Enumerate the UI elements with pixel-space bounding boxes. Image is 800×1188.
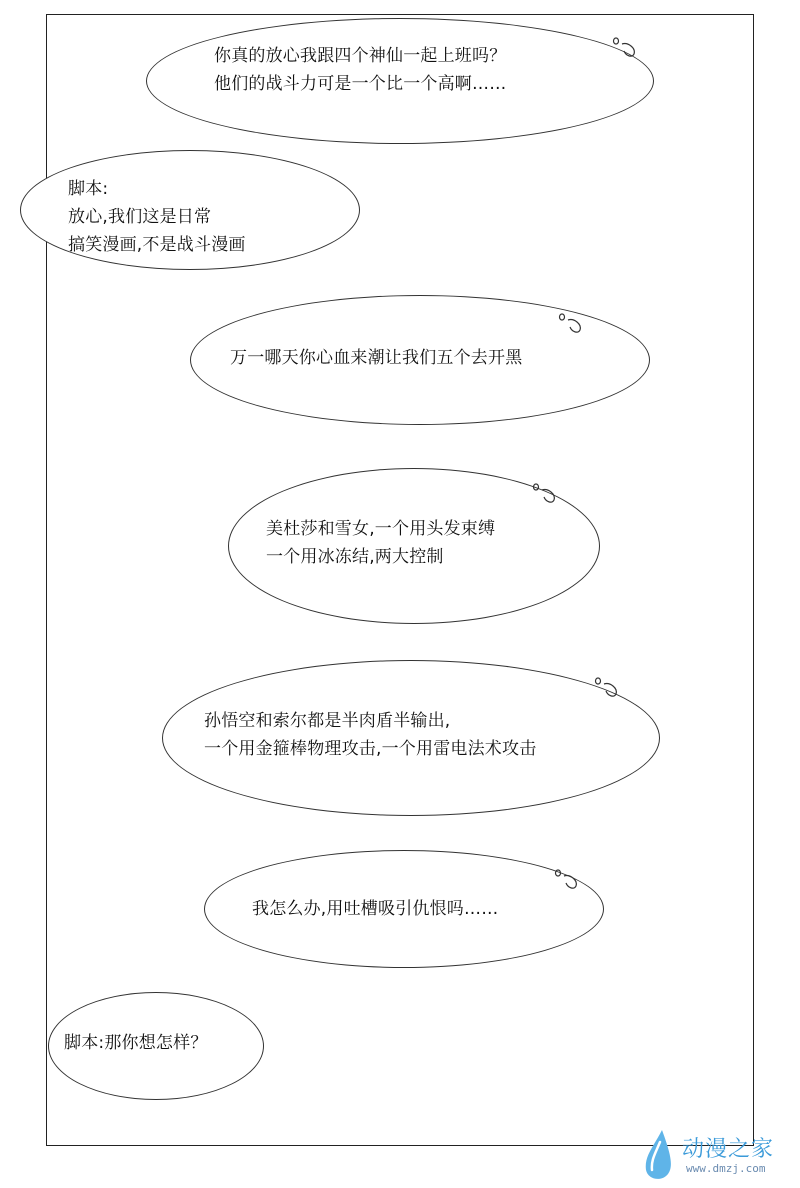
dmzj-watermark xyxy=(640,1128,790,1184)
bubble-1-line-2: 他们的战斗力可是一个比一个高啊…… xyxy=(214,74,507,94)
bubble-2-line-1: 脚本: xyxy=(68,179,109,199)
bubble-1-line-1: 你真的放心我跟四个神仙一起上班吗？ xyxy=(214,46,507,66)
bubble-2-line-2: 放心,我们这是日常 xyxy=(68,207,212,227)
bubble-6-line-1: 我怎么办,用吐槽吸引仇恨吗…… xyxy=(252,899,499,919)
watermark-title: 动漫之家 xyxy=(682,1137,775,1162)
bubble-7-line-1: 脚本:那你想怎样？ xyxy=(64,1033,208,1053)
bubble-5-line-1: 孙悟空和索尔都是半肉盾半输出, xyxy=(204,711,451,731)
sweat-drop-icon xyxy=(530,482,560,508)
bubble-5-line-2: 一个用金箍棒物理攻击,一个用雷电法术攻击 xyxy=(204,739,537,759)
watermark-url: www.dmzj.com xyxy=(686,1162,766,1175)
bubble-4-line-2: 一个用冰冻结,两大控制 xyxy=(266,547,444,567)
sweat-drop-icon xyxy=(610,36,640,62)
sweat-drop-icon xyxy=(592,676,622,702)
sweat-drop-icon xyxy=(552,868,582,894)
water-drop-logo-icon xyxy=(640,1128,680,1184)
sweat-drop-icon xyxy=(556,312,586,338)
bubble-4-line-1: 美杜莎和雪女,一个用头发束缚 xyxy=(266,519,496,539)
bubble-3-line-1: 万一哪天你心血来潮让我们五个去开黑 xyxy=(230,348,523,368)
bubble-2-line-3: 搞笑漫画,不是战斗漫画 xyxy=(68,235,246,255)
